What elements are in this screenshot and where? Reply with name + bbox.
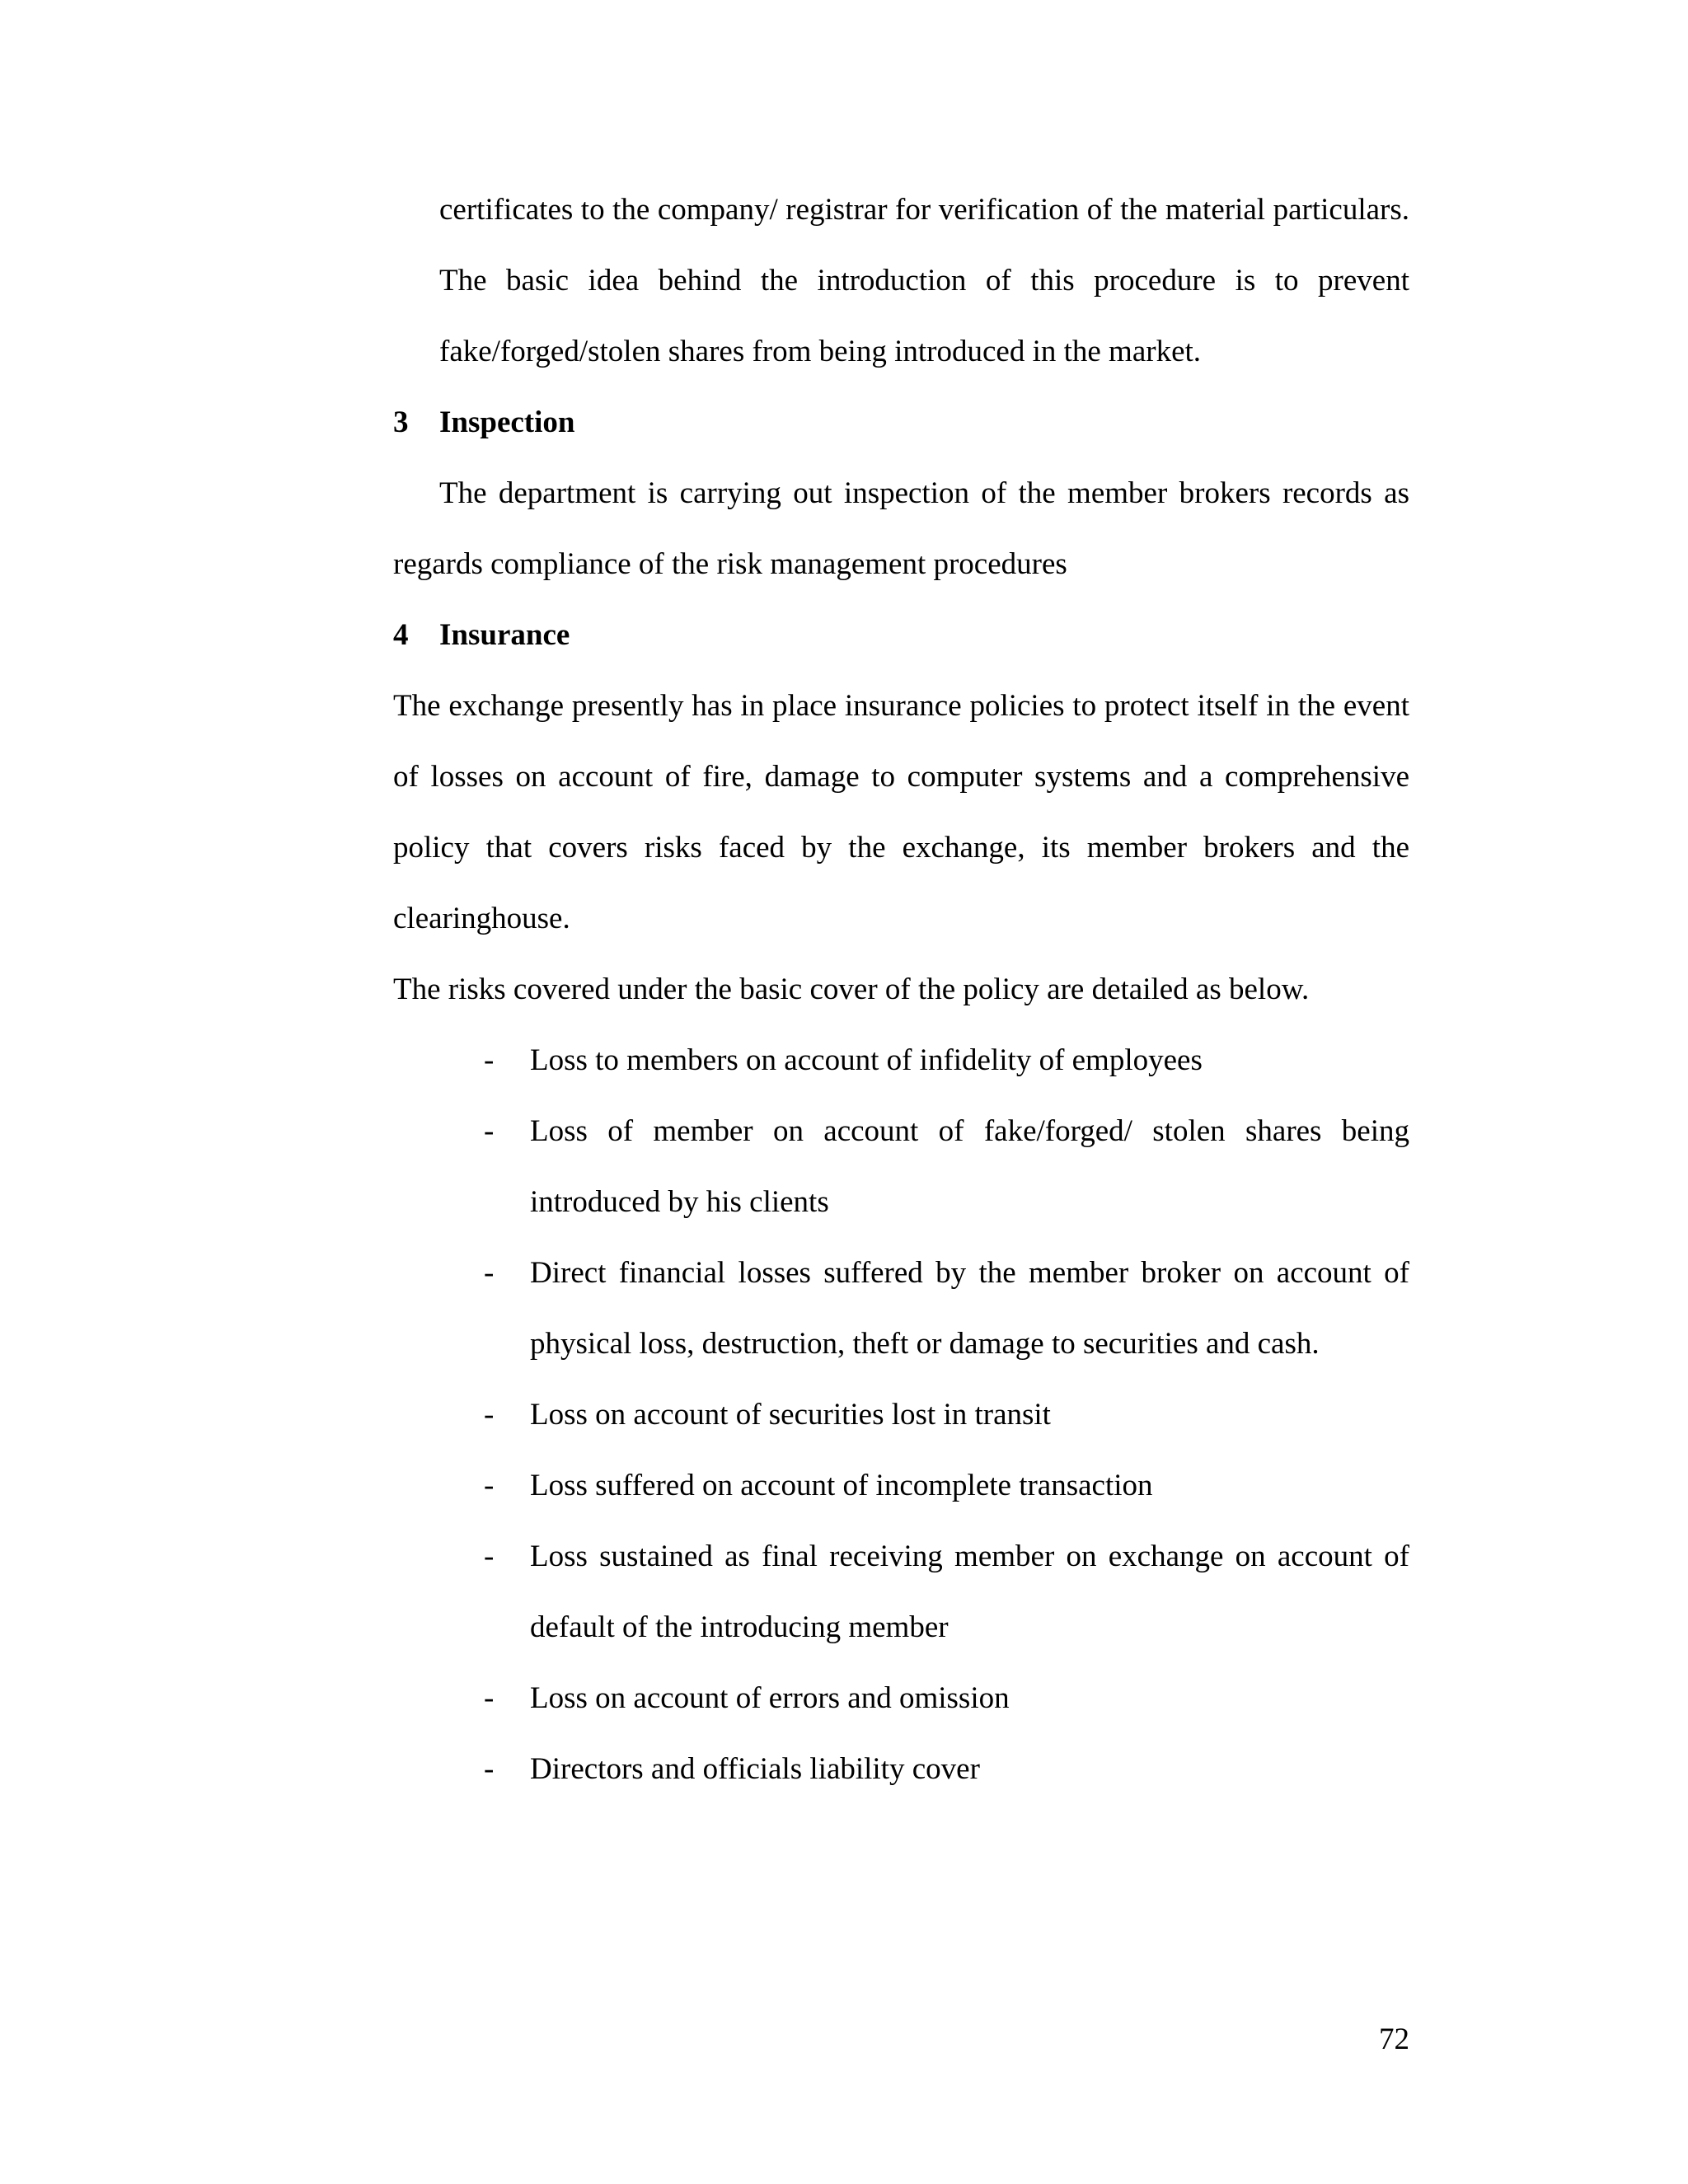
- list-item: [484, 1096, 1409, 1238]
- section-number: 4: [393, 618, 409, 652]
- section-heading-insurance: [393, 600, 1409, 671]
- list-item: [484, 1734, 1409, 1805]
- list-item-text: Loss on account of securities lost in transit: [530, 1398, 1051, 1432]
- section-title: Inspection: [439, 405, 575, 439]
- section-title: Insurance: [439, 618, 570, 652]
- bullet-dash: -: [484, 1043, 495, 1077]
- list-item: [484, 1025, 1409, 1096]
- list-item-text: Loss to members on account of infidelity of employees: [530, 1043, 1203, 1077]
- risks-list: [393, 1025, 1409, 1805]
- risks-list-intro: The risks covered under the basic cover of the policy are detailed as below.: [393, 972, 1310, 1006]
- list-item-text: Loss suffered on account of incomplete transaction: [530, 1469, 1153, 1502]
- list-item: [484, 1663, 1409, 1734]
- bullet-dash: -: [484, 1752, 495, 1786]
- list-item: [484, 1380, 1409, 1451]
- page-number: 72: [1379, 2022, 1409, 2056]
- bullet-dash: -: [484, 1681, 495, 1715]
- bullet-dash: -: [484, 1256, 495, 1290]
- bullet-dash: -: [484, 1398, 495, 1432]
- list-item: [484, 1238, 1409, 1380]
- bullet-dash: -: [484, 1540, 495, 1573]
- list-item-text: Loss of member on account of fake/forged/ stolen shares being introduced by his clients: [530, 1114, 1409, 1219]
- list-item-text: Loss sustained as final receiving member on exchange on account of default of the introducing member: [530, 1540, 1409, 1644]
- list-item-text: Directors and officials liability cover: [530, 1752, 980, 1786]
- list-item: [484, 1451, 1409, 1521]
- intro-paragraph: certificates to the company/ registrar for verification of the material particulars. The basic idea behind the introduction of this procedure is to prevent fake/forged/stolen shares from being introduced in the market.: [439, 193, 1409, 368]
- bullet-dash: -: [484, 1114, 495, 1148]
- page-content: [393, 175, 1409, 1805]
- insurance-paragraph: The exchange presently has in place insurance policies to protect itself in the event of losses on account of fire, damage to computer systems and a comprehensive policy that covers risks faced by the exchange, its member brokers and the clearinghouse.: [393, 689, 1409, 935]
- list-item-text: Direct financial losses suffered by the member broker on account of physical loss, destruction, theft or damage to securities and cash.: [530, 1256, 1409, 1361]
- list-item: [484, 1521, 1409, 1663]
- section-heading-inspection: [393, 387, 1409, 458]
- list-item-text: Loss on account of errors and omission: [530, 1681, 1010, 1715]
- bullet-dash: -: [484, 1469, 495, 1502]
- section-number: 3: [393, 405, 409, 439]
- inspection-paragraph: The department is carrying out inspection of the member brokers records as regards compliance of the risk management procedures: [393, 476, 1409, 581]
